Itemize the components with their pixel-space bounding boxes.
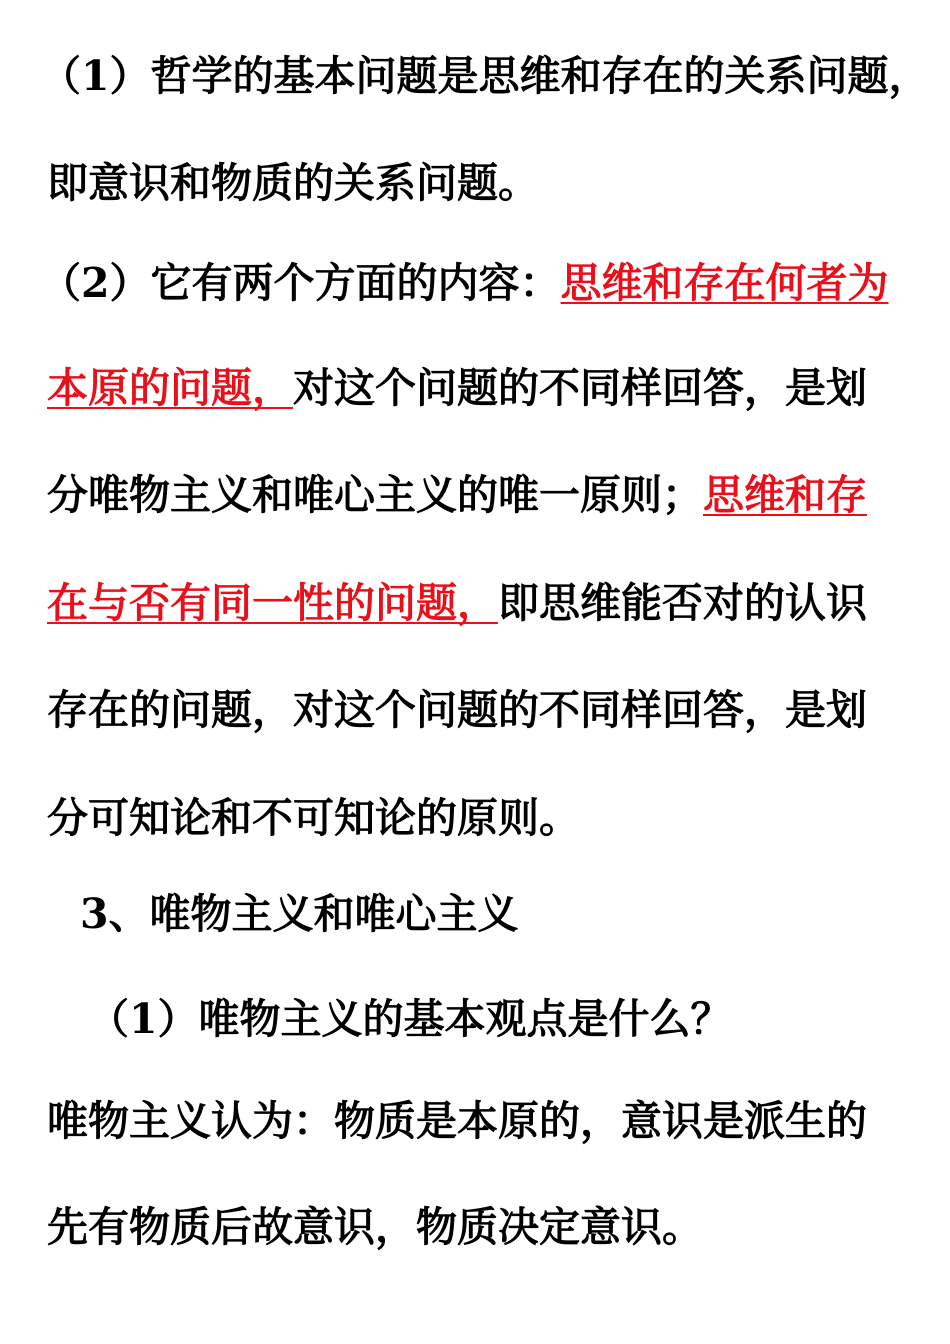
section-3-answer-line-1 bbox=[47, 1093, 867, 1149]
section-3-heading bbox=[80, 886, 519, 942]
paragraph-2-line-5 bbox=[47, 682, 867, 738]
section-3-question bbox=[88, 991, 732, 1047]
text-run: 存在的问题，对这个问题的不同样回答，是划 bbox=[47, 686, 867, 734]
paragraph-2-line-6 bbox=[47, 790, 580, 846]
paragraph-2-line-2 bbox=[47, 360, 867, 416]
highlighted-text: 在与否有同一性的问题， bbox=[47, 579, 498, 627]
highlighted-text: 思维和存 bbox=[703, 471, 867, 519]
text-run: （2）它有两个方面的内容： bbox=[40, 259, 561, 307]
text-run: 分唯物主义和唯心主义的唯一原则； bbox=[47, 471, 703, 519]
section-3-answer-line-2 bbox=[47, 1199, 703, 1255]
text-run: 即思维能否对的认识 bbox=[498, 579, 867, 627]
highlighted-text: 思维和存在何者为 bbox=[560, 259, 889, 307]
paragraph-1-line-1 bbox=[40, 48, 930, 104]
text-run: 即意识和物质的关系问题。 bbox=[47, 159, 539, 207]
paragraph-2-line-3 bbox=[47, 467, 867, 523]
text-run: （1）哲学的基本问题是思维和存在的关系问题， bbox=[40, 52, 930, 100]
text-run: 对这个问题的不同样回答，是划 bbox=[293, 364, 867, 412]
text-run: 唯物主义认为：物质是本原的，意识是派生的 bbox=[47, 1097, 867, 1145]
paragraph-2-line-4 bbox=[47, 575, 867, 631]
paragraph-2-line-1 bbox=[40, 255, 889, 311]
heading-text: 3、唯物主义和唯心主义 bbox=[80, 890, 519, 938]
text-run: 分可知论和不可知论的原则。 bbox=[47, 794, 580, 842]
question-text: （1）唯物主义的基本观点是什么？ bbox=[88, 995, 732, 1043]
highlighted-text: 本原的问题， bbox=[47, 364, 293, 412]
paragraph-1-line-2 bbox=[47, 155, 539, 211]
text-run: 先有物质后故意识，物质决定意识。 bbox=[47, 1203, 703, 1251]
